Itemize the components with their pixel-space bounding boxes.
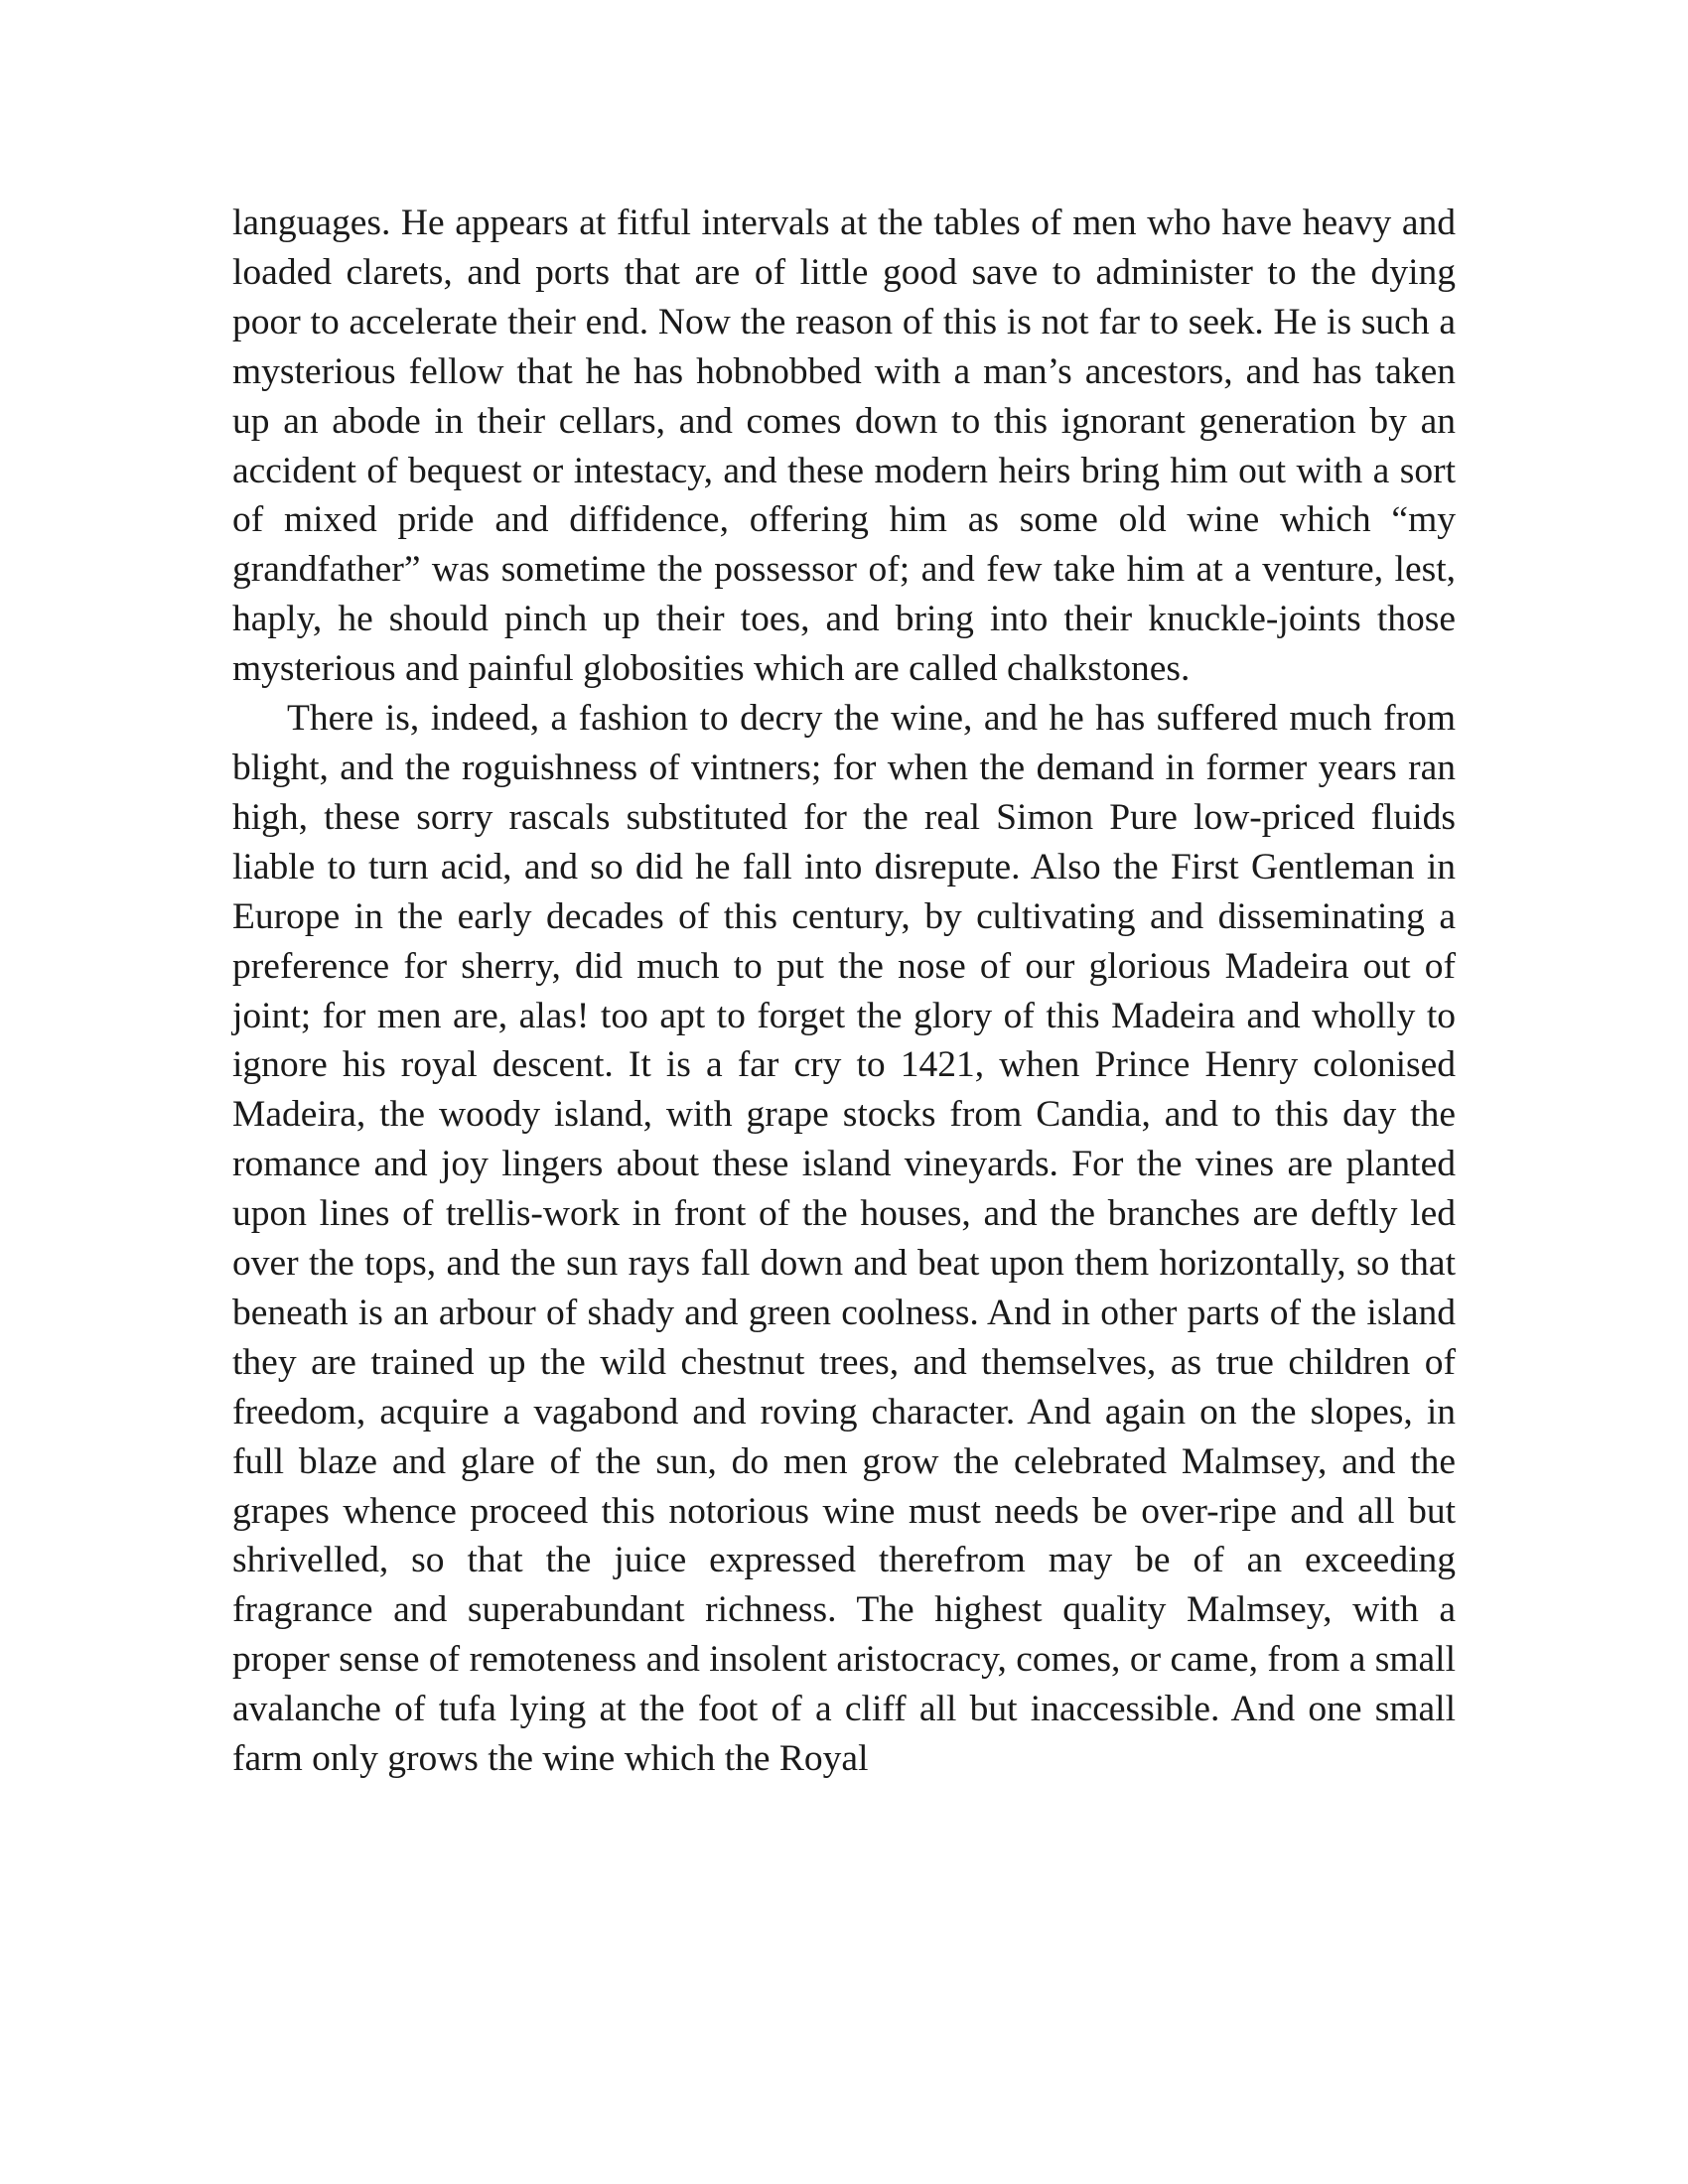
paragraph-madeira: There is, indeed, a fashion to decry the wine, and he has suffered much from blight, and the roguishness of vintners; for when the demand in former years ran high, these sorry rascals substituted for the real Simon Pure low-priced fluids liable to turn acid, and so did he fall into disrepute. Also the First Gentleman in Europe in the early decades of this century, by cultivating and disseminating a preference for sherry, did much to put the nose of our glorious Madeira out of joint; for men are, alas! too apt to forget the glory of this Madeira and wholly to ignore his royal descent. It is a far cry to 1421, when Prince Henry colonised Madeira, the woody island, with grape stocks from Candia, and to this day the romance and joy lingers about these island vineyards. For the vines are planted upon lines of trellis-work in front of the houses, and the branches are deftly led over the tops, and the sun rays fall down and beat upon them horizontally, so that beneath is an arbour of shady and green coolness. And in other parts of the island they are trained up the wild chestnut trees, and themselves, as true children of freedom, acquire a vagabond and roving character. And again on the slopes, in full blaze and glare of the sun, do men grow the celebrated Malmsey, and the grapes whence proceed this notorious wine must needs be over-ripe and all but shrivelled, so that the juice expressed therefrom may be of an exceeding fragrance and superabundant richness. The highest quality Malmsey, with a proper sense of remoteness and insolent aristocracy, comes, or came, from a small avalanche of tufa lying at the foot of a cliff all but inaccessible. And one small farm only grows the wine which the Royal xyxy=(232,698,1456,1780)
body-text xyxy=(232,199,1456,1784)
paragraph-continued: languages. He appears at fitful intervals at the tables of men who have heavy and loaded clarets, and ports that are of little good save to administer to the dying poor to accelerate their end. Now the reason of this is not far to seek. He is such a mysterious fellow that he has hobnobbed with a man’s ancestors, and has taken up an abode in their cellars, and comes down to this ignorant generation by an accident of bequest or intestacy, and these modern heirs bring him out with a sort of mixed pride and diffidence, offering him as some old wine which “my grandfather” was sometime the possessor of; and few take him at a venture, lest, haply, he should pinch up their toes, and bring into their knuckle-joints those mysterious and painful globosities which are called chalkstones. xyxy=(232,203,1456,690)
